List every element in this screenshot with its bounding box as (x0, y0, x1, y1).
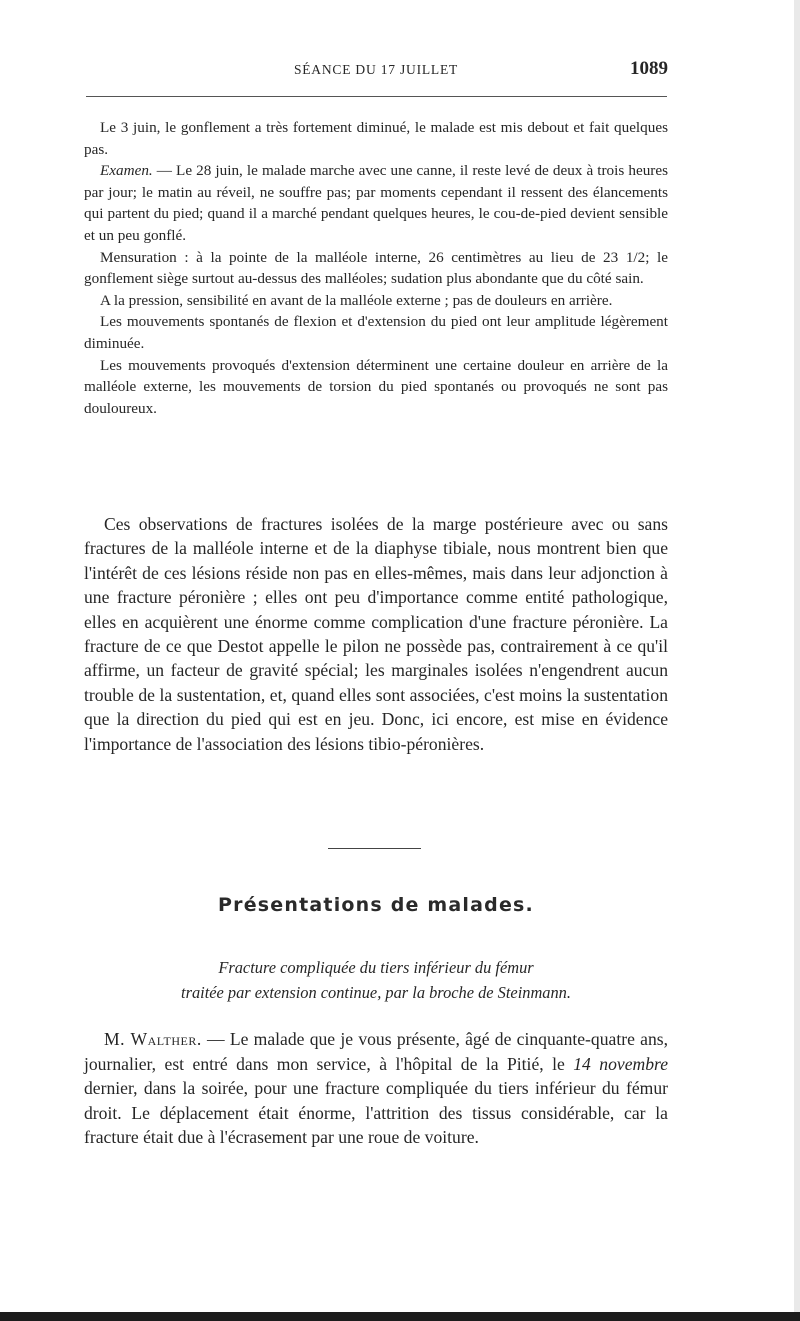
observation-paragraph (84, 160, 668, 246)
section-title: Présentations de malades. (218, 894, 534, 916)
case-title-line: Fracture compliquée du tiers inférieur du fémur (218, 958, 534, 977)
observation-text: Mensuration : à la pointe de la malléole interne, 26 centimètres au lieu de 23 1/2; le gonflement siège surtout au-dessus des malléoles; sudation plus abondante que du côté sain. (84, 248, 668, 288)
discussion-paragraph: Ces observations de fractures isolées de la marge postérieure avec ou sans fractures de la malléole interne et de la diaphyse tibiale, nous montrent bien que l'intérêt de ces lésions réside non pas en elles-mêmes, mais dans leur adjonction à une fracture péronière ; elles ont peu d'importance comme entité pathologique, elles en acquièrent une énorme comme complication d'une fracture péronière. La fracture de ce que Destot appelle le pilon ne possède pas, contrairement à ce qu'il affirme, un facteur de gravité spécial; les marginales isolées n'engendrent aucun trouble de la sustentation, et, quand elles sont associées, c'est moins la sustentation que la direction du pied qui est en jeu. Donc, ici encore, est mise en évidence l'importance de l'association des lésions tibio-péronières. (84, 514, 668, 754)
running-head (84, 58, 668, 84)
presentation-text: — Le malade que je vous présente, âgé de cinquante-quatre ans, journalier, est entré dans mon service, à l'hôpital de la Pitié, le (84, 1029, 668, 1074)
observation-text: Les mouvements spontanés de flexion et d'extension du pied ont leur amplitude légèrement diminuée. (84, 313, 668, 352)
section-separator (328, 848, 421, 849)
observation-paragraph (84, 290, 668, 312)
walther-presentation (84, 1027, 668, 1150)
presentation-paragraph (84, 1027, 668, 1150)
observation-paragraph (84, 355, 668, 420)
discussion-block (84, 512, 668, 756)
case-title (84, 955, 668, 1005)
page-number: 1089 (630, 58, 668, 79)
observation-text: — Le 28 juin, le malade marche avec une canne, il reste levé de deux à trois heures par jour; le matin au réveil, ne souffre pas; par moments cependant il ressent des élancements qui partent du pied; quand il a marché pendant quelques heures, le cou-de-pied devient sensible et un peu gonflé. (84, 162, 668, 244)
admission-date: 14 novembre (573, 1053, 669, 1074)
observation-paragraph (84, 247, 668, 290)
presentation-text: dernier, dans la soirée, pour une fracture compliquée du tiers inférieur du fémur droit. Le déplacement était énorme, l'attrition des tissus considérable, car la fracture était due à l'écrasement par une roue de voiture. (84, 1078, 668, 1148)
running-head-title: SÉANCE DU 17 JUILLET (293, 62, 459, 77)
header-rule (86, 96, 667, 97)
scan-edge-bottom (0, 1312, 800, 1321)
scan-edge-right (794, 0, 800, 1321)
observation-text: Le 3 juin, le gonflement a très fortement diminué, le malade est mis debout et fait quelques pas. (84, 119, 668, 158)
case-title-line: traitée par extension continue, par la broche de Steinmann. (181, 983, 571, 1002)
observation-text: Les mouvements provoqués d'extension déterminent une certaine douleur en arrière de la malléole externe, les mouvements de torsion du pied spontanés ou provoqués ne sont pas douloureux. (84, 356, 668, 417)
observation-block (84, 117, 668, 419)
speaker-name: M. Walther. (104, 1029, 202, 1049)
observation-paragraph (84, 117, 668, 160)
observation-text: A la pression, sensibilité en avant de la malléole externe ; pas de douleurs en arrière. (100, 291, 613, 309)
observation-lead: Examen. (100, 162, 153, 180)
observation-paragraph (84, 311, 668, 354)
